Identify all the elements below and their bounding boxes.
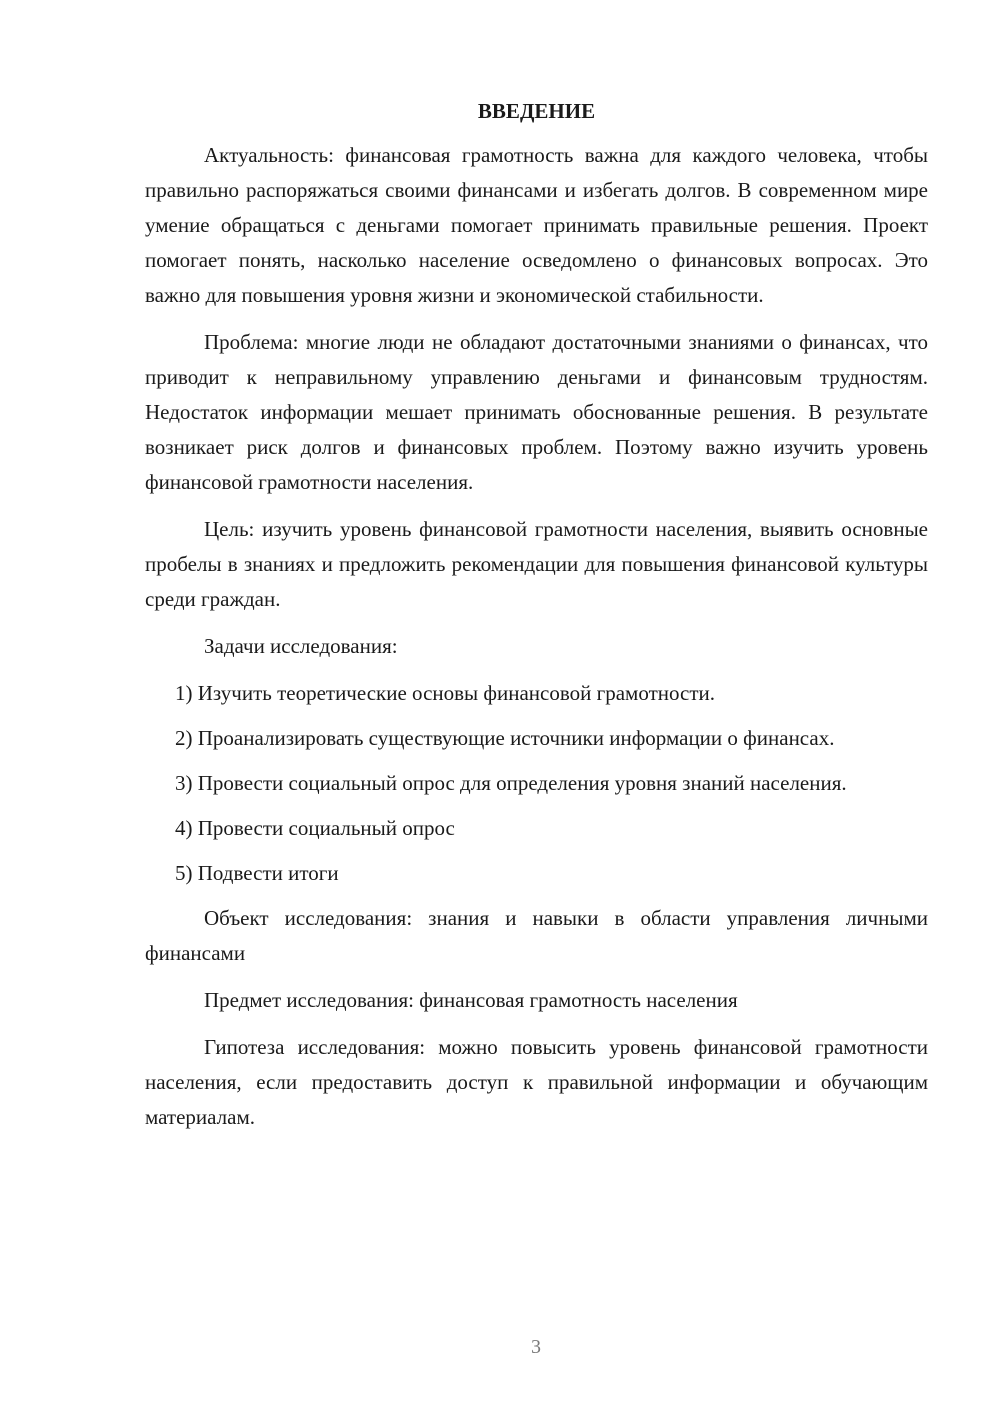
paragraph-problem: Проблема: многие люди не обладают достаточными знаниями о финансах, что приводит к неправильному управлению деньгами и финансовым трудностям. Недостаток информации мешает принимать обоснованные решения. В результате возникает риск долгов и финансовых проблем. Поэтому важно изучить уровень финансовой грамотности населения. xyxy=(145,330,928,494)
task-item-3: 3) Провести социальный опрос для определения уровня знаний населения. xyxy=(175,771,847,795)
page-number: 3 xyxy=(531,1336,541,1358)
paragraph-object: Объект исследования: знания и навыки в области управления личными финансами xyxy=(145,906,928,965)
task-item-4: 4) Провести социальный опрос xyxy=(175,816,455,840)
paragraph-subject: Предмет исследования: финансовая грамотность населения xyxy=(204,988,738,1012)
paragraph-relevance: Актуальность: финансовая грамотность важна для каждого человека, чтобы правильно распоряжаться своими финансами и избегать долгов. В современном мире умение обращаться с деньгами помогает принимать правильные решения. Проект помогает понять, насколько население осведомлено о финансовых вопросах. Это важно для повышения уровня жизни и экономической стабильности. xyxy=(145,143,928,307)
tasks-heading: Задачи исследования: xyxy=(204,634,398,658)
paragraph-goal: Цель: изучить уровень финансовой грамотности населения, выявить основные пробелы в знаниях и предложить рекомендации для повышения финансовой культуры среди граждан. xyxy=(145,517,928,611)
paragraph-hypothesis: Гипотеза исследования: можно повысить уровень финансовой грамотности населения, если предоставить доступ к правильной информации и обучающим материалам. xyxy=(145,1035,928,1129)
document-page xyxy=(145,96,928,1147)
task-item-5: 5) Подвести итоги xyxy=(175,861,339,885)
task-item-1: 1) Изучить теоретические основы финансовой грамотности. xyxy=(175,681,715,705)
task-item-2: 2) Проанализировать существующие источники информации о финансах. xyxy=(175,726,835,750)
page-title: ВВЕДЕНИЕ xyxy=(477,99,596,123)
